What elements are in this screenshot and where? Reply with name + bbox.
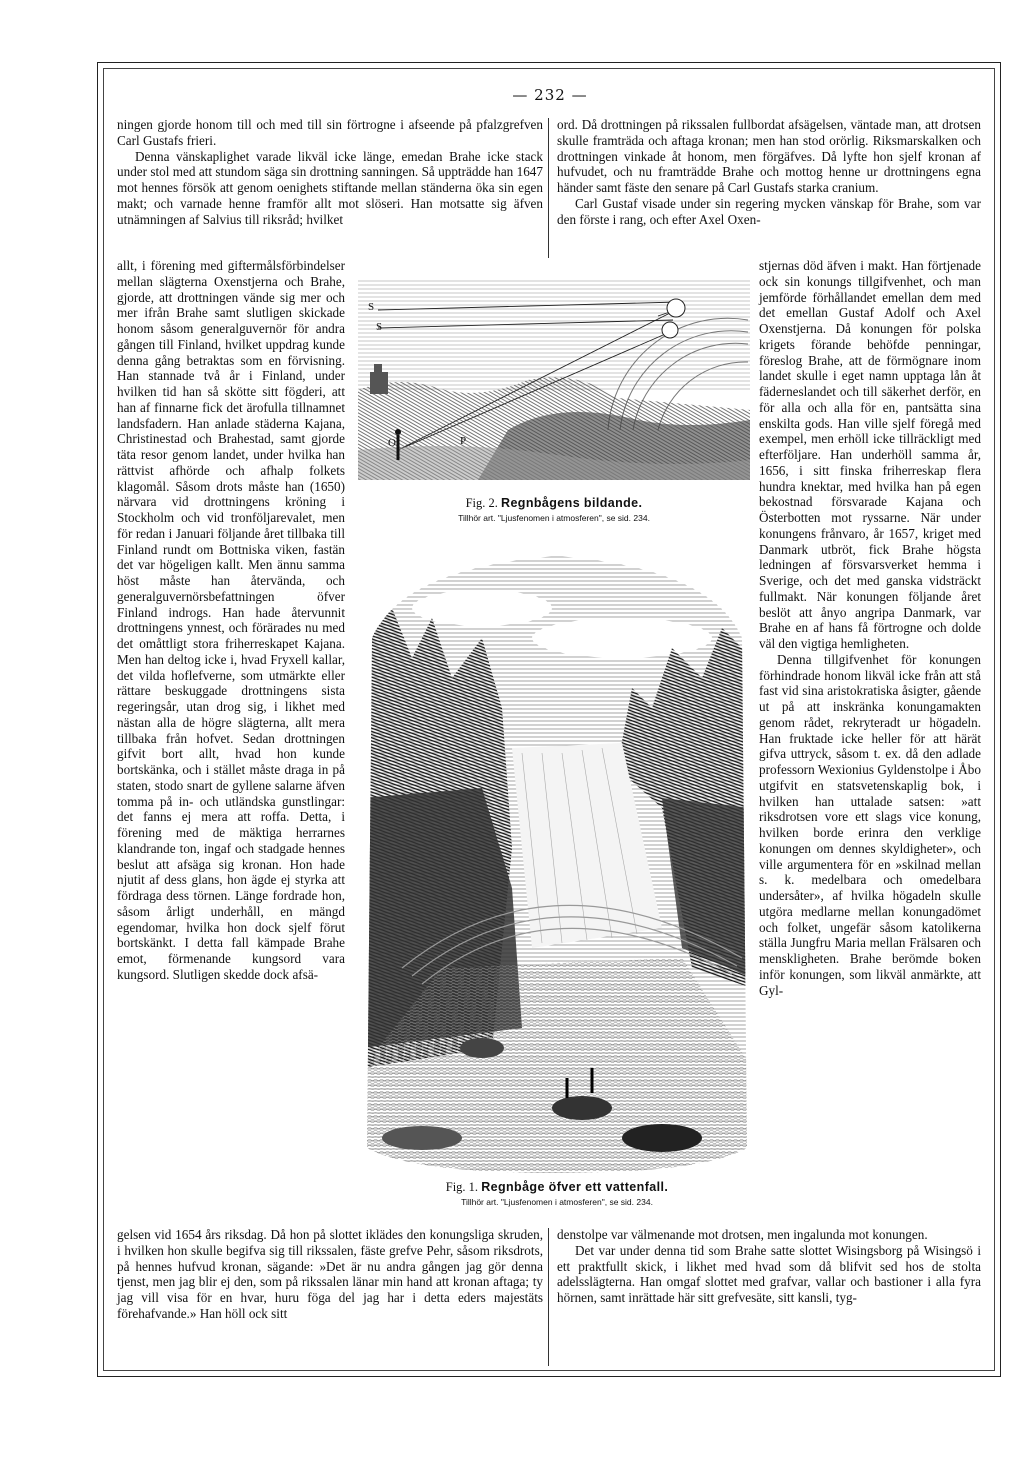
column-1-bottom-text <box>117 1227 543 1322</box>
figure-1-caption <box>362 1180 752 1207</box>
figure-2-label-s1: S <box>368 301 375 313</box>
column-rule-top <box>548 118 549 258</box>
figure-2-label-o: O <box>388 437 396 449</box>
figure-1-source: Tillhör art. "Ljusfenomen i atmosferen", se sid. 234. <box>461 1197 653 1207</box>
paragraph: ord. Då drottningen på rikssalen fullbordat afsägelsen, väntade man, att drotsen skulle framträda och aftaga kronan; men han stod orörlig. Riksmarskalken och drottningen vinkade åt honom, men förgäfves. Då lyfte hon sjelf kronan af hufvudet, och nu framträdde Brahe och mottog henne ur drottningens egna händer samt fäste den senare på Carl Gustafs starka cranium. <box>557 117 981 195</box>
figure-1-waterfall-rainbow <box>362 548 752 1176</box>
column-1-top-text <box>117 117 543 227</box>
column-1-narrow-text <box>117 258 345 983</box>
column-2-bottom-text <box>557 1227 981 1306</box>
figure-2-label-s2: S <box>376 321 383 333</box>
figure-2-number: Fig. 2. <box>465 496 498 510</box>
figure-2-source: Tillhör art. "Ljusfenomen i atmosferen", se sid. 234. <box>458 513 650 523</box>
paragraph: ningen gjorde honom till och med till sin förtrogne i afseende på pfalzgrefven Carl Gustafs frieri. <box>117 117 543 148</box>
paragraph: Denna vänskaplighet varade likväl icke länge, emedan Brahe icke stack under stol med att stundom säga sin drottning sanningen. Så uppträdde han 1647 mot hennes försök att genom oenighets stiftande mellan ständerna öka sin egen makt; och varnade henne framför allt mot slöseri. Han motsatte sig äfven utnämningen af Salvius till riksråd; hvilket <box>117 148 543 227</box>
column-2-top-text <box>557 117 981 227</box>
page-number: — 232 — <box>512 86 588 104</box>
paragraph: denstolpe var välmenande mot drotsen, men ingalunda mot konungen. <box>557 1227 928 1242</box>
figure-2-label-p: P <box>460 435 467 447</box>
paragraph: gelsen vid 1654 års riksdag. Då hon på slottet iklädes den konungsliga skruden, i hvilken hon skulle begifva sig till rikssalen, fäste grefve Pehr, såsom riksdrots, på hennes hufvud kronan, sägande: »Det är nu andra gången jag gör denna tjenst, men jag blir ej den, som på rikssalen länar min hand att kronan aftaga; ty jag vill visa för en hvar, huru föga del jag har i detta eders majestäts förehafvande.» Han höll ock sitt <box>117 1227 543 1321</box>
figure-1-title: Regnbåge öfver ett vattenfall. <box>481 1180 669 1194</box>
figure-2-title: Regnbågens bildande. <box>501 496 643 510</box>
column-2-narrow-text <box>759 258 981 998</box>
column-rule-bottom <box>548 1228 549 1366</box>
paragraph: allt, i förening med giftermålsförbindelser mellan slägterna Oxenstjerna och Brahe, gjorde, att drottningen vände sig mer och mer ifrån Brahe samt slutligen skickade honom såsom generalguvernör för andra gången till Finland, hvilket uppdrag kunde denna gång betraktas som en förvisning. Han stannade två år i Finland, under hvilken tid han så skötte sitt fögderi, att han af finnarne fick det ärofulla tillnamnet landsfadern. Han anlade städerna Kajana, Christinestad och Brahestad, samt gjorde täta resor genom landet, under hvilka han rättvist afhörde och afhalp folkets klagomål. Såsom drots måste han (1650) närvara vid drottningens kröning i Stockholm och vid tronföljarevalet, men för redan i Januari följande året tillbaka till Finland rundt om Bottniska viken, fastän det var högeligen kallt. Men ännu samma höst måste han återvända, och generalguvernörsbefattningen öfver Finland indrogs. Han hade återvunnit drottningens ynnest, och förärades nu med det omåttligt stora friherreskapet Kajana. Men han deltog icke i, hvad Fryxell kallar, det vilda hoflefverne, som utmärkte eller rättare beskuggade drottningens sista regeringsår, utan drog sig, i likhet med nästan alla de högre slägterna, allt mera tillbaka från hofvet. Sedan drottningen gifvit bort allt, hvad hon kunde bortskänka, och i stället måste draga in på staten, stodo snart de gyllene salarne äfven tomma på in- och utländska gunstlingar: det fanns ej mera att roffa. Detta, i förening med de mäktiga herrarnes klandrande ton, ingaf och stadgade hennes beslut att afsäga sig kronan. Hon hade njutit af dess glans, hon ägde ej styrka att fördraga dess törnen. Länge fordrade hon, såsom årligt underhåll, en mängd egendomar, hvilka hon dock sjelf förut bortskänkt. I detta fall kämpade Brahe emot, förmenande kungsord vara kungsord. Slutligen skedde dock afsä- <box>117 258 345 982</box>
paragraph: Det var under denna tid som Brahe satte slottet Wisingsborg på Wisingsö i ett praktfullt skick, i likhet med hvad som då blifvit sed hos de stolta adelsslägterna. Han omgaf slottet med grafvar, vallar och bastioner i alla fyra hörnen, samt inrättade här sitt grefvesäte, sitt kansli, tyg- <box>557 1242 981 1305</box>
paragraph: Carl Gustaf visade under sin regering mycken vänskap för Brahe, som var den förste i rang, och efter Axel Oxen- <box>557 195 981 227</box>
figure-2-caption <box>358 496 750 523</box>
paragraph: Denna tillgifvenhet för konungen förhindrade honom likväl icke från att stå fast vid sina aristokratiska åsigter, gående ut på att inskränka konungamakten genom rådet, rekryteradt ur högadeln. Han fruktade icke heller för att härät gifva uttryck, såsom t. ex. då den adlade professorn Wexionius Gyldenstolpe i Åbo utgifvit en statsvetenskaplig bok, i hvilken han uttalade satsen: »att riksdrotsen vore ett slags vice konung, hvilken borde erinra den verklige konungen om dennes skyldigheter», och ville argumentera för en »skilnad mellan s. k. medelbara och omedelbara undersåter», af hvilka högadeln skulle utgöra medlarne mellan konungadömet och folket, ungefär såsom katolikerna ställa Jungfru Maria mellan Frälsaren och menskligheten. Brahe berömde boken inför konungen, som likväl anmärkte, att Gyl- <box>759 651 981 998</box>
figure-1-number: Fig. 1. <box>445 1180 479 1194</box>
figure-2-rainbow-formation <box>358 280 750 480</box>
paragraph: stjernas död äfven i makt. Han förtjenade ock sin konungs tillgifvenhet, och man jemförde förhållandet emellan dem med det emellan Gustaf Adolf och Axel Oxenstjerna. Då konungen för polska krigets förande behöfde penningar, föreslog Brahe, att de förmögnare inom landet skulle i eget namn upptaga lån åt fäderneslandet och till säkerhet derför, en för alla och alla för en, pantsätta sina enskilta gods. Han ville sjelf föregå med exempel, men erhöll icke tillräckligt med efterföljare. Han underhöll samma år, 1656, i sitt finska friherreskap flera hundra knektar, med hvilka han på egen bekostnad försvarade Kajana och Österbotten mot ryssarne. När under konungens frånvaro, år 1657, kriget med Danmark utbröt, fick Brahe högsta ledningen af försvarsverket hemma i Sverige, och det med ganska vidsträckt fullmakt. När konungen följande året beslöt att ånyo angripa Danmark, var Brahe en af hans få förtrogne och dolde väl den vigtiga hemligheten. <box>759 258 981 651</box>
